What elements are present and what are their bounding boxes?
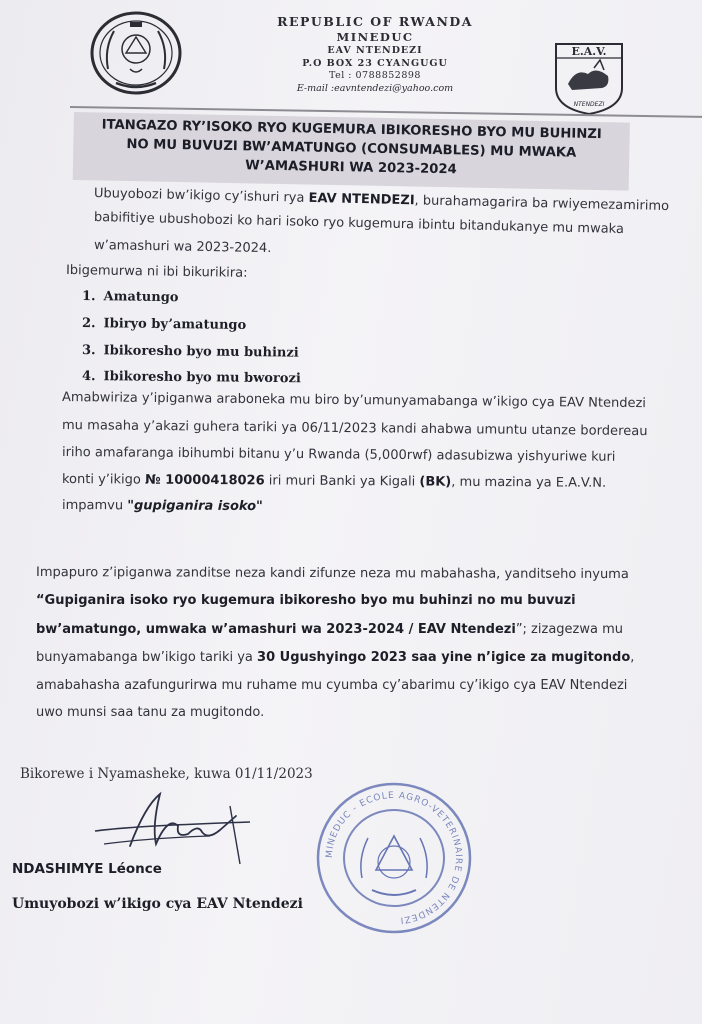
republic-line: REPUBLIC OF RWANDA: [277, 14, 473, 29]
logo-bottom-text: NTENDEZI: [573, 101, 605, 108]
list-item: 2. Ibiryo by’amatungo: [81, 316, 247, 334]
para2-line-1: Amabwiriza y’ipiganwa araboneka mu biro by’umunyamabanga w’ikigo cya EAV Ntendezi: [61, 390, 646, 412]
para3-line-1: Impapuro z’ipiganwa zanditse neza kandi zifunze neza mu mabahasha, yanditseho inyuma: [35, 565, 629, 583]
handwritten-signature: [90, 786, 260, 866]
para3-line-6: uwo munsi saa tanu za mugitondo.: [36, 705, 265, 720]
intro-line-3: w’amashuri wa 2023-2024.: [93, 238, 272, 257]
para3-line-2: “Gupiganira isoko ryo kugemura ibikoresho byo mu buhinzi no mu buvuzi: [36, 593, 576, 608]
list-item: 3. Ibikoresho byo mu buhinzi: [81, 343, 299, 361]
para3-line-4: bunyamabanga bw’ikigo tariki ya 30 Ugushyingo 2023 saa yine n’igice za mugitondo,: [36, 650, 635, 665]
signer-name: NDASHIMYE Léonce: [12, 861, 162, 877]
para3-line-3: bw’amatungo, umwaka w’amashuri wa 2023-2024 / EAV Ntendezi”; zizagezwa mu: [36, 622, 623, 637]
title-line-3: W’AMASHURI WA 2023-2024: [245, 158, 457, 178]
title-line-2: NO MU BUVUZI BW’AMATUNGO (CONSUMABLES) MU MWAKA: [126, 137, 577, 161]
logo-top-text: E.A.V.: [571, 45, 607, 58]
list-item: 4. Ibikoresho byo mu bworozi: [81, 369, 301, 387]
tel-line: Tel : 0788852898: [329, 70, 421, 81]
letterhead: [230, 16, 520, 93]
para2-line-3: iriho amafaranga ibihumbi bitanu y’u Rwanda (5,000rwf) adasubizwa yishyuriwe kuri: [61, 445, 616, 465]
announcement-title: [73, 112, 630, 191]
rwanda-emblem-icon: [86, 9, 186, 99]
school-line: EAV NTENDEZI: [327, 45, 423, 56]
ministry-line: MINEDUC: [336, 29, 414, 44]
list-item: 1. Amatungo: [81, 289, 179, 306]
po-box-line: P.O BOX 23 CYANGUGU: [302, 57, 448, 69]
para2-line-2: mu masaha y’akazi guhera tariki ya 06/11/2023 kandi ahabwa umuntu utanze bordereau: [61, 418, 648, 440]
email-line: E-mail :eavntendezi@yahoo.com: [296, 82, 454, 94]
intro-line-2: babifitiye ubushobozi ko hari isoko ryo kugemura ibintu bitandukanye mu mwaka: [93, 210, 625, 238]
para2-line-5: impamvu "gupiganira isoko": [61, 498, 263, 515]
items-intro: Ibigemurwa ni ibi bikurikira:: [65, 263, 248, 281]
signer-title: Umuyobozi w’ikigo cya EAV Ntendezi: [12, 896, 303, 912]
intro-line-1: Ubuyobozi bw’ikigo cy’ishuri rya EAV NTENDEZI, burahamagarira ba rwiyemezamirimo: [93, 186, 670, 215]
title-line-1: ITANGAZO RY’ISOKO RYO KUGEMURA IBIKORESHO BYO MU BUHINZI: [101, 117, 602, 143]
official-stamp-icon: [312, 778, 476, 938]
para3-line-5: amabahasha azafungurirwa mu ruhame mu cyumba cy’abarimu cy’ikigo cya EAV Ntendezi: [36, 678, 628, 693]
eav-school-logo-icon: [550, 38, 628, 116]
stamp-ring-text: MINEDUC - ECOLE AGRO-VETERINAIRE DE NTENDEZI: [324, 790, 464, 925]
place-and-date: Bikorewe i Nyamasheke, kuwa 01/11/2023: [20, 766, 313, 782]
para2-line-4: konti y’ikigo № 10000418026 iri muri Banki ya Kigali (BK), mu mazina ya E.A.V.N.: [61, 472, 607, 491]
